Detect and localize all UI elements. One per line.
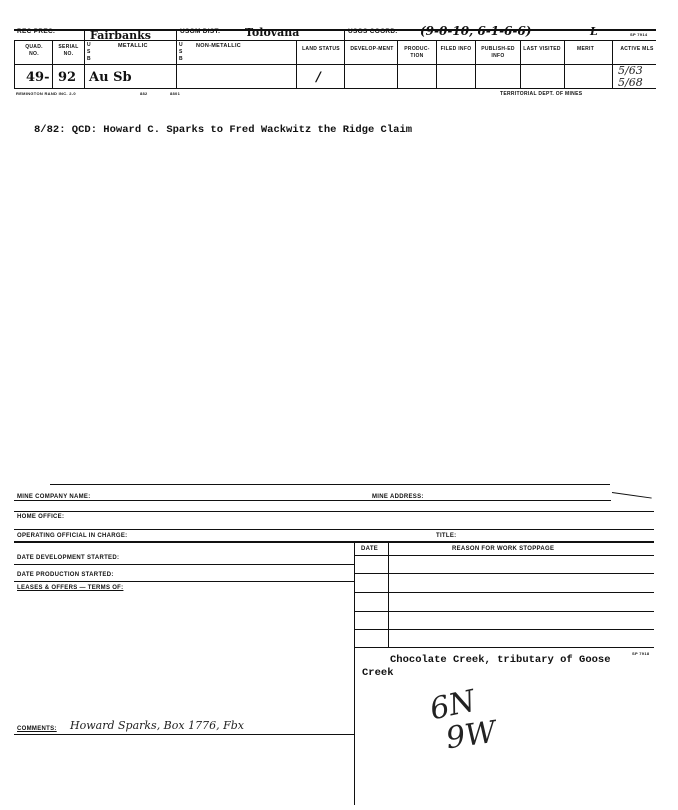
filed-info-label: FILED INFO	[440, 46, 472, 52]
published-info-label: PUBLISH-ED INFO	[481, 46, 515, 59]
land-status-value: /	[316, 70, 321, 85]
leases-label: LEASES & OFFERS — TERMS OF:	[17, 585, 124, 591]
usb-label-nonmetallic: U S B	[179, 42, 183, 62]
quad-value: 49-	[26, 70, 50, 85]
date-col-header: DATE	[361, 546, 379, 552]
usgs-coord-value: (9-0-10, 6-1-6-6)	[420, 24, 532, 38]
metallic-label: METALLIC	[118, 43, 148, 49]
reason-col-header: REASON FOR WORK STOPPAGE	[452, 546, 555, 552]
quad-label: QUAD. NO.	[25, 44, 43, 57]
usgm-dist-value: Tolovana	[245, 26, 300, 39]
handwritten-township: 6N	[426, 683, 479, 728]
title-label: TITLE:	[436, 533, 457, 539]
operating-official-label: OPERATING OFFICIAL IN CHARGE:	[17, 533, 128, 539]
active-mls-label: ACTIVE MLS	[620, 46, 654, 52]
rec-prec-value: Fairbanks	[90, 29, 151, 42]
usb-label-metallic: U S B	[87, 42, 91, 62]
last-visited-label: LAST VISITED	[523, 46, 561, 52]
serial-label: SERIAL NO.	[58, 44, 79, 57]
printer-line: REMINGTON RAND INC. 2-0	[16, 91, 76, 96]
handwritten-range: 9W	[443, 714, 499, 757]
merit-label: MERIT	[577, 46, 595, 52]
date-production-label: DATE PRODUCTION STARTED:	[17, 572, 114, 578]
development-label: DEVELOP-MENT	[350, 46, 394, 52]
production-label: PRODUC-TION	[404, 46, 430, 59]
form-code-bottom: SP 7918	[632, 651, 650, 656]
home-office-label: HOME OFFICE:	[17, 514, 65, 520]
nonmetallic-label: NON-METALLIC	[196, 43, 242, 49]
active-mls-value-1: 5/63	[618, 64, 643, 77]
usgm-dist-label: USGM DIST.	[180, 28, 221, 35]
form-code-top: SP 7914	[630, 32, 648, 37]
ownership-note: 8/82: QCD: Howard C. Sparks to Fred Wackwitz the Ridge Claim	[34, 124, 413, 136]
territorial-label: TERRITORIAL DEPT. OF MINES	[500, 91, 583, 97]
rec-prec-label: REC PREC.	[17, 28, 56, 35]
serial-value: 92	[58, 70, 77, 85]
mine-address-label: MINE ADDRESS:	[372, 494, 424, 500]
printer-code-1: 882	[140, 91, 148, 96]
usgs-coord-label: USGS COORD.	[348, 28, 398, 35]
metallic-value: Au Sb	[89, 70, 132, 85]
land-status-label: LAND STATUS	[302, 46, 340, 52]
mine-company-label: MINE COMPANY NAME:	[17, 494, 91, 500]
comments-value: Howard Sparks, Box 1776, Fbx	[70, 719, 244, 732]
date-development-label: DATE DEVELOPMENT STARTED:	[17, 555, 120, 561]
usgs-coord-mark: L	[590, 25, 598, 38]
location-text: Chocolate Creek, tributary of Goose Creek	[362, 654, 611, 679]
printer-code-2: 8801	[170, 91, 181, 96]
comments-label: COMMENTS:	[17, 726, 57, 732]
active-mls-value-2: 5/68	[618, 76, 643, 89]
